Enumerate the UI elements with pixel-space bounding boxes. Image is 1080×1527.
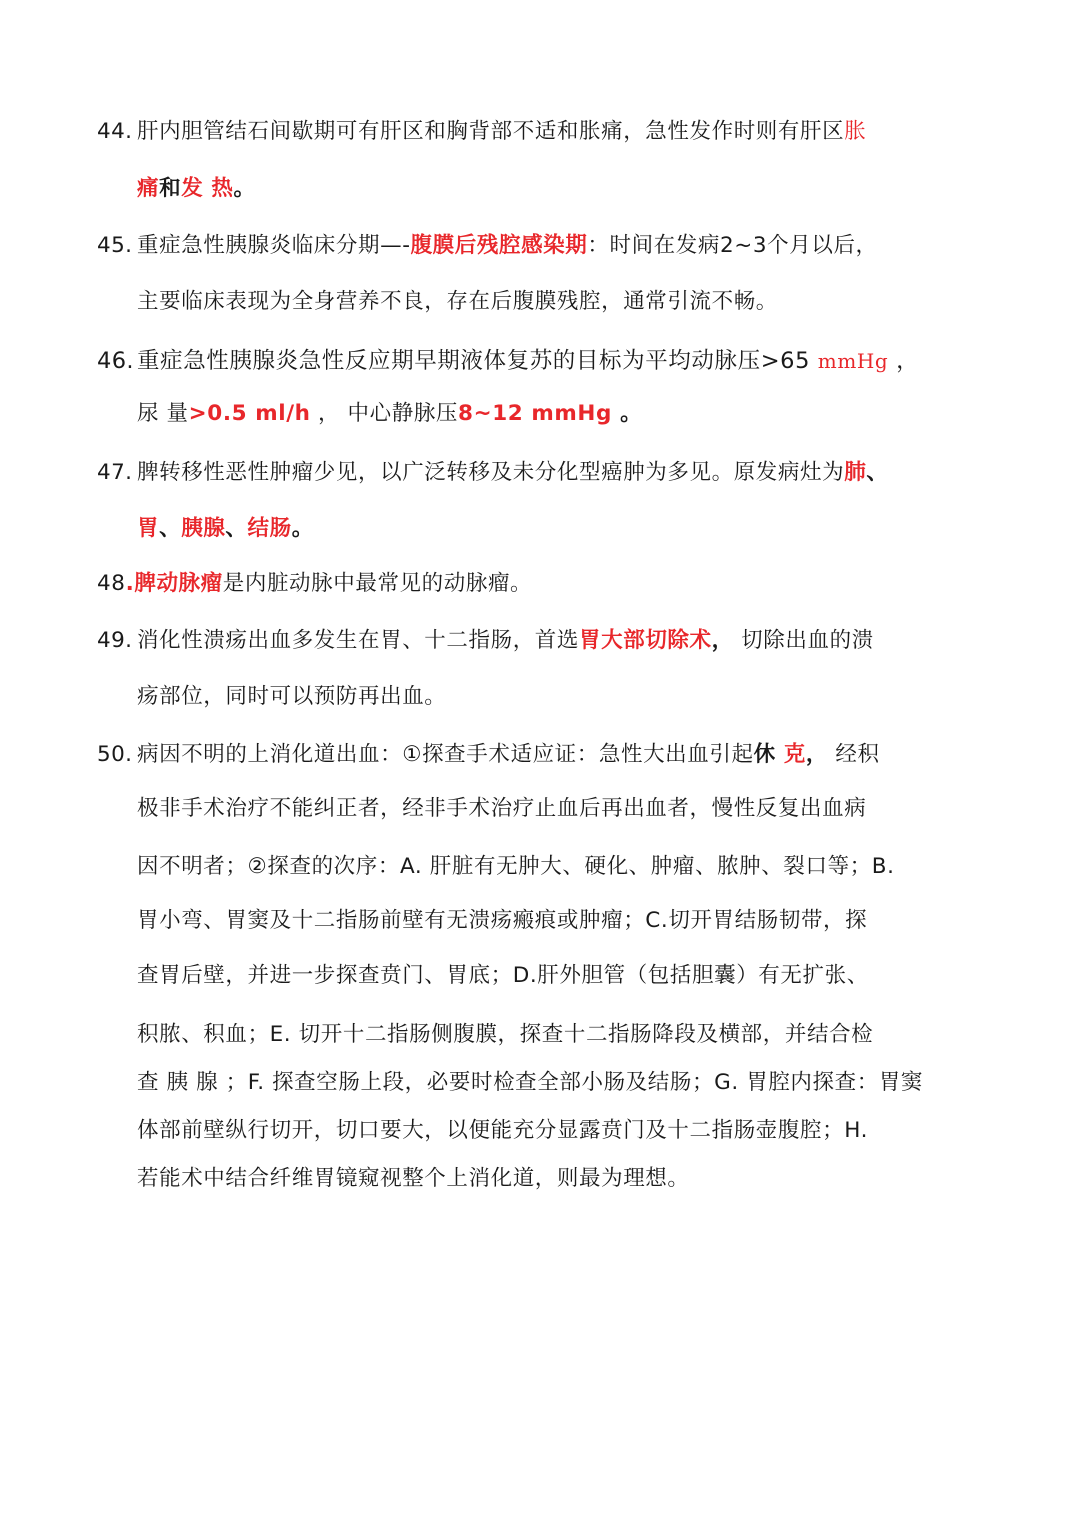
text-run: 是内脏动脉中最常见的动脉瘤。 [222,571,533,596]
line [137,1164,690,1194]
line [97,626,874,656]
text-run: 消化性溃疡出血多发生在胃、十二指肠，首选 [137,628,580,653]
text-run: ：时间在发病2~3个月以后， [587,233,878,258]
line [137,794,866,824]
text-run: 尿 量 [137,401,189,426]
highlight-text: 胃大部切除术 [579,628,712,653]
text-run: 经积 [827,742,880,767]
line [137,287,778,317]
text-run: ， 中心静脉压 [310,401,459,426]
line [97,740,880,770]
text-run: 极非手术治疗不能纠正者，经非手术治疗止血后再出血者，慢性反复出血病 [137,796,867,821]
text-run: 肝内胆管结石间歇期可有肝区和胸背部不适和胀痛，急性发作时则有肝区 [137,119,845,144]
line [97,231,878,261]
highlight-text: . [125,571,135,596]
line [137,852,895,882]
unit-text: mmHg [817,349,889,373]
text-run: 重症急性胰腺炎临床分期—- [137,233,411,258]
highlight-text: 胃 [137,516,160,541]
text-run: 休 [753,742,776,767]
text-run: 若能术中结合纤维胃镜窥视整个上消化道，则最为理想。 [137,1166,690,1191]
text-run: ， [805,742,828,767]
line [97,346,919,376]
line [137,906,867,936]
highlight-text: 腹膜后残腔感染期 [410,233,588,258]
line [137,399,642,429]
text-run: 、 [225,516,248,541]
line [137,514,314,544]
highlight-text: 胰腺 [181,516,226,541]
text-run: 体部前壁纵行切开，切口要大，以便能充分显露贲门及十二指肠壶腹腔；H. [137,1118,869,1143]
line [137,682,446,712]
text-run: 胃小弯、胃窦及十二指肠前壁有无溃疡瘢痕或肿瘤；C.切开胃结肠韧带，探 [137,908,868,933]
highlight-text: 肺 [844,460,867,485]
text-run: 疡部位，同时可以预防再出血。 [137,684,447,709]
text-run: 、 [159,516,182,541]
highlight-text: 痛 [137,176,160,201]
item-number: 47. [97,460,133,485]
line [97,458,888,488]
highlight-text: 8~12 mmHg [458,401,613,426]
item-number: 44. [97,119,133,144]
text-run: 查胃后壁，并进一步探查贲门、胃底；D.肝外胆管（包括胆囊）有无扩张、 [137,963,869,988]
text-run: 主要临床表现为全身营养不良，存在后腹膜残腔，通常引流不畅。 [137,289,778,314]
line [97,569,532,599]
line [137,1020,873,1050]
line [137,1068,923,1098]
highlight-text: 脾动脉瘤 [134,571,223,596]
item-number: 46. [97,348,134,374]
text-run: 积脓、积血；E. 切开十二指肠侧腹膜，探查十二指肠降段及横部，并结合检 [137,1022,874,1047]
text-run: 查 胰 腺 ；F. 探查空肠上段，必要时检查全部小肠及结肠；G. 胃腔内探查：胃窦 [137,1070,924,1095]
item-number: 49. [97,628,133,653]
highlight-text: >0.5 ml/h [188,401,311,426]
line [137,961,869,991]
highlight-text: 胀 [844,119,867,144]
text-run: 因不明者；②探查的次序：A. 肝脏有无肿大、硬化、肿瘤、脓肿、裂口等；B. [137,854,895,879]
highlight-text: 结肠 [247,516,292,541]
text-run: 切除出血的溃 [733,628,874,653]
item-number: 45. [97,233,133,258]
highlight-text: 克 [775,742,806,767]
text-run: 脾转移性恶性肿瘤少见，以广泛转移及未分化型癌肿为多见。原发病灶为 [137,460,845,485]
line [97,117,866,147]
text-run: 。 [612,401,643,426]
text-run: 。 [291,516,314,541]
text-run: ， [711,628,734,653]
text-run: 和 [159,176,182,201]
item-number: 48 [97,571,126,596]
line [137,1116,868,1146]
text-run: ， [888,348,920,374]
text-run: 重症急性胰腺炎急性反应期早期液体复苏的目标为平均动脉压>65 [137,348,818,374]
line [137,174,256,204]
text-run: 、 [866,460,889,485]
item-number: 50. [97,742,133,767]
highlight-text: 发 热 [181,176,234,201]
text-run: 。 [233,176,256,201]
text-run: 病因不明的上消化道出血：①探查手术适应证：急性大出血引起 [137,742,754,767]
